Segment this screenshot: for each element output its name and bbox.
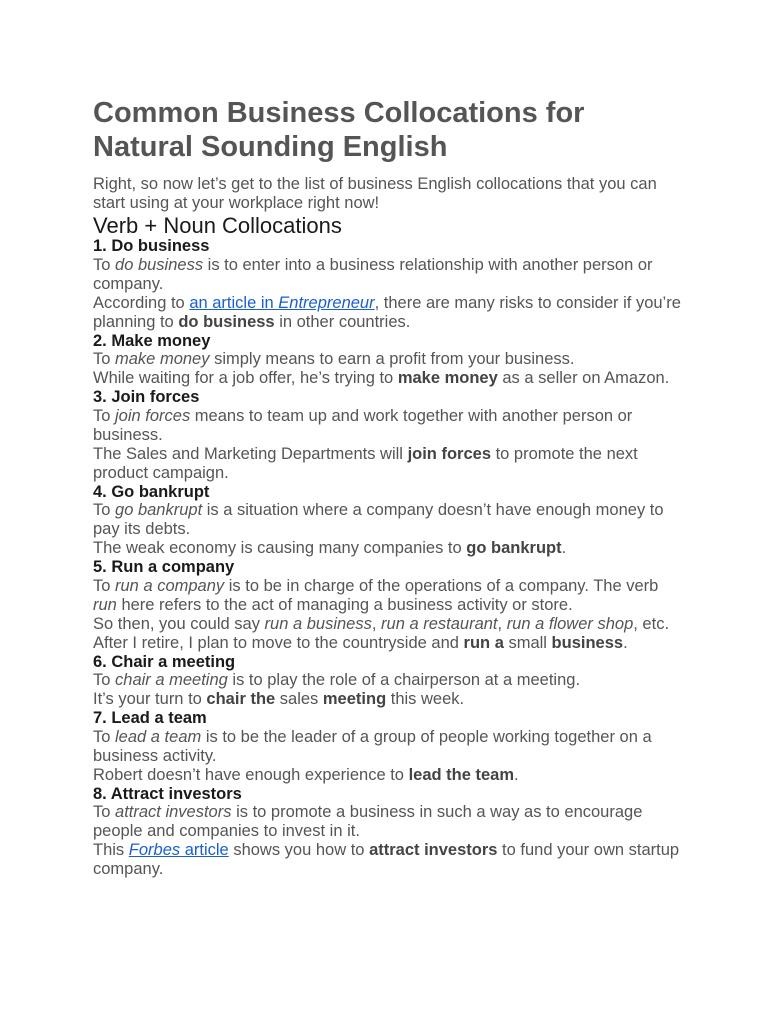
definition-paragraph: [93, 577, 683, 615]
collocation-item: [93, 388, 683, 483]
text-run: To: [93, 576, 116, 595]
text-run: as a seller on Amazon.: [497, 369, 670, 387]
definition-paragraph: [93, 350, 683, 369]
text-run: To: [93, 727, 116, 746]
collocation-item: [93, 709, 683, 785]
italic-term: attract investors: [115, 803, 232, 821]
bold-term: make money: [397, 369, 498, 387]
example-paragraph: [93, 294, 683, 332]
collocation-item: [93, 483, 683, 559]
collocation-heading: 4. Go bankrupt: [93, 482, 210, 501]
bold-term: lead the team: [408, 765, 515, 784]
collocation-heading: 6. Chair a meeting: [93, 652, 236, 671]
text-run: in other countries.: [274, 312, 411, 331]
definition-paragraph: [93, 501, 683, 539]
example-paragraph: [93, 615, 683, 634]
bold-term: attract investors: [369, 841, 498, 859]
text-run: , there are many risks to consider if you’re planning to: [93, 293, 681, 331]
bold-term: join forces: [407, 444, 491, 463]
article-link[interactable]: Forbes: [128, 841, 181, 859]
text-run: small: [503, 633, 552, 652]
text-run: The weak economy is causing many companies to: [93, 539, 467, 557]
text-run: While waiting for a job offer, he’s trying to: [93, 369, 398, 387]
italic-term: chair a meeting: [115, 671, 228, 689]
italic-term: lead a team: [115, 727, 202, 746]
italic-term: join forces: [115, 406, 191, 425]
article-link[interactable]: Entrepreneur: [278, 293, 375, 312]
text-run: is a situation where a company doesn’t have enough money to pay its debts.: [93, 501, 664, 538]
example-paragraph: [93, 634, 683, 653]
text-run: To: [93, 501, 116, 519]
collocation-item: [93, 653, 683, 710]
collocation-heading: 3. Join forces: [93, 388, 200, 406]
example-paragraph: [93, 690, 683, 709]
bold-term: meeting: [322, 690, 387, 708]
text-run: .: [514, 765, 519, 784]
text-run: to promote the next product campaign.: [93, 444, 638, 482]
text-run: is to be in charge of the operations of a company. The verb: [224, 576, 659, 595]
collocation-item: [93, 785, 683, 880]
example-paragraph: [93, 841, 683, 879]
collocation-list: [93, 237, 683, 879]
example-paragraph: [93, 539, 683, 558]
text-run: .: [561, 539, 567, 557]
text-run: sales: [275, 690, 323, 708]
definition-paragraph: [93, 803, 683, 841]
text-run: To: [93, 350, 116, 368]
text-run: To: [93, 255, 116, 274]
text-run: So then, you could say: [93, 614, 265, 633]
italic-term: run a business: [264, 614, 372, 633]
document-page: [93, 96, 683, 879]
italic-term: run a restaurant: [381, 614, 498, 633]
italic-term: run a company: [115, 576, 225, 595]
text-run: .: [623, 633, 628, 652]
example-paragraph: [93, 445, 683, 483]
text-run: is to enter into a business relationship with another person or company.: [93, 255, 653, 293]
italic-term: do business: [115, 255, 204, 274]
bold-term: chair the: [206, 690, 276, 708]
text-run: ,: [371, 614, 382, 633]
text-run: The Sales and Marketing Departments will: [93, 444, 408, 463]
text-run: ,: [497, 614, 507, 633]
text-run: means to team up and work together with another person or business.: [93, 406, 633, 444]
definition-paragraph: [93, 256, 683, 294]
example-paragraph: [93, 369, 683, 388]
text-run: Robert doesn’t have enough experience to: [93, 765, 409, 784]
text-run: After I retire, I plan to move to the countryside and: [93, 633, 464, 652]
bold-term: do business: [178, 312, 275, 331]
page-title: Common Business Collocations for Natural Sounding English: [93, 97, 585, 163]
italic-term: go bankrupt: [115, 501, 203, 519]
article-link[interactable]: article: [180, 841, 229, 859]
text-run: To: [93, 803, 116, 821]
collocation-item: [93, 332, 683, 389]
definition-paragraph: [93, 407, 683, 445]
definition-paragraph: [93, 728, 683, 766]
collocation-heading: 8. Attract investors: [93, 784, 242, 803]
bold-term: run a: [463, 633, 504, 652]
article-link[interactable]: an article in: [189, 293, 279, 312]
example-paragraph: [93, 766, 683, 785]
text-run: This: [93, 841, 129, 859]
intro-paragraph: Right, so now let’s get to the list of business English collocations that you can start using at your workplace right now!: [93, 175, 657, 212]
text-run: this week.: [386, 690, 465, 708]
text-run: To: [93, 406, 116, 425]
text-run: is to play the role of a chairperson at a meeting.: [227, 671, 581, 689]
definition-paragraph: [93, 671, 683, 690]
text-run: , etc.: [633, 614, 670, 633]
italic-term: make money: [115, 350, 210, 368]
text-run: According to: [93, 293, 190, 312]
text-run: to fund your own startup company.: [93, 841, 680, 878]
bold-term: go bankrupt: [466, 539, 562, 557]
collocation-heading: 5. Run a company: [93, 558, 235, 576]
text-run: shows you how to: [228, 841, 370, 859]
italic-term: run: [93, 595, 117, 614]
text-run: is to promote a business in such a way as to encourage people and companies to invest in it.: [93, 803, 643, 840]
text-run: To: [93, 671, 116, 689]
text-run: simply means to earn a profit from your business.: [209, 350, 575, 368]
collocation-heading: 7. Lead a team: [93, 709, 207, 727]
text-run: It’s your turn to: [93, 690, 207, 708]
text-run: here refers to the act of managing a business activity or store.: [116, 595, 573, 614]
italic-term: run a flower shop: [506, 614, 634, 633]
collocation-heading: 2. Make money: [93, 331, 211, 350]
collocation-item: [93, 558, 683, 653]
collocation-item: [93, 237, 683, 332]
collocation-heading: 1. Do business: [93, 237, 210, 255]
text-run: is to be the leader of a group of people working together on a business activity.: [93, 727, 652, 765]
bold-term: business: [551, 633, 624, 652]
section-heading: Verb + Noun Collocations: [93, 213, 342, 238]
